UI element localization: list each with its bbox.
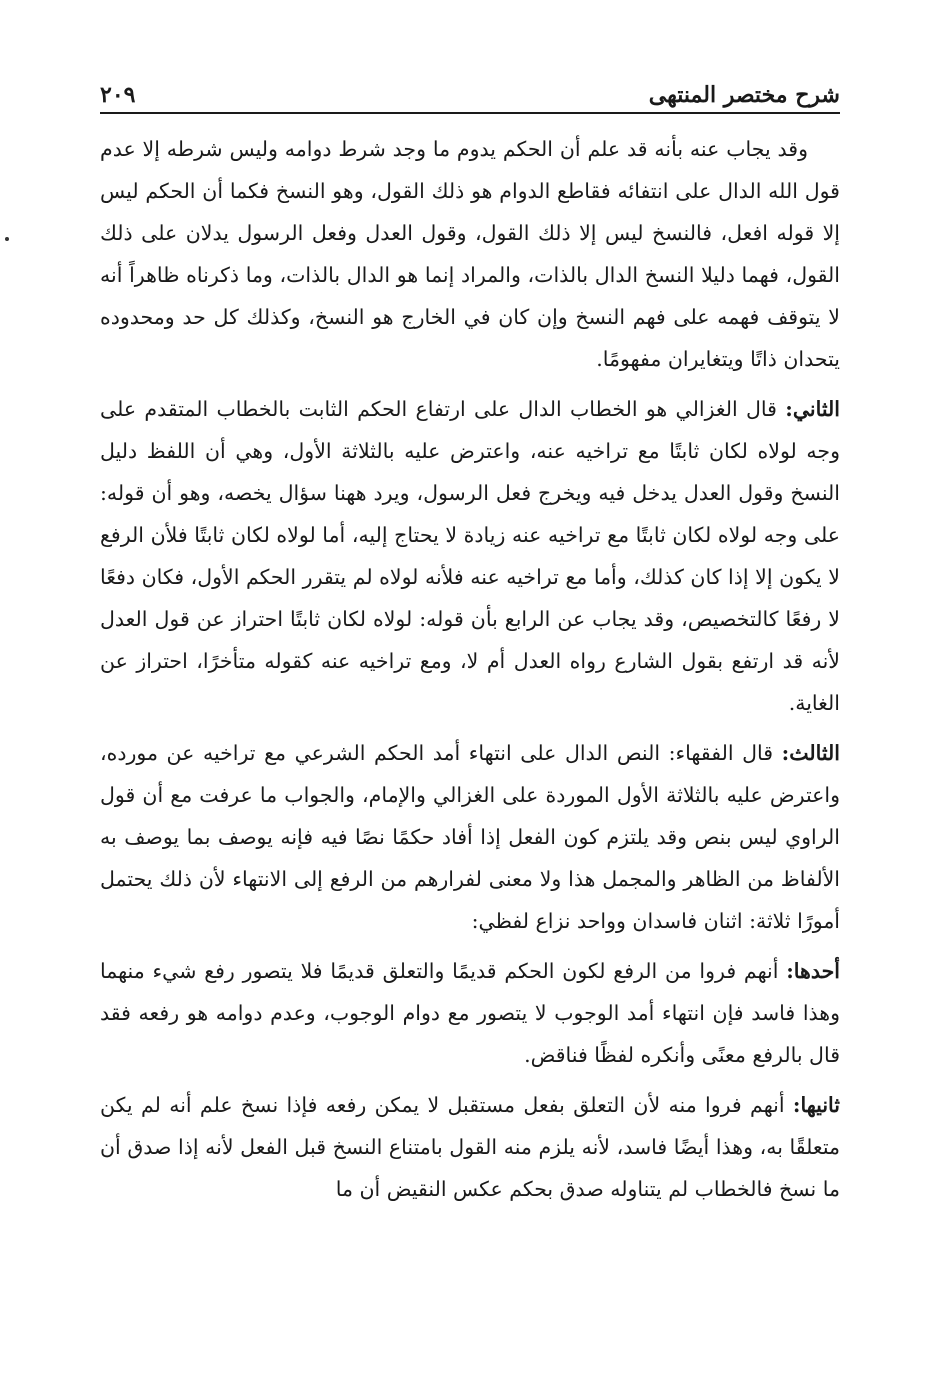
paragraph-1 bbox=[100, 128, 840, 380]
paragraph-2-text: قال الغزالي هو الخطاب الدال على ارتفاع الحكم الثابت بالخطاب المتقدم على وجه لولاه لكان ثابتًا مع تراخيه عنه، واعترض عليه بالثلاثة الأول، وهي أن اللفظ دليل النسخ وقول العدل يدخل فيه ويخرج فعل الرسول، ويرد ههنا سؤال يخصه، وهو أن قوله: على وجه لولاه لكان ثابتًا مع تراخيه عنه زيادة لا يحتاج إليه، أما لولاه لكان ثابتًا فلأن الرفع لا يكون إلا إذا كان كذلك، وأما مع تراخيه عنه فلأنه لولاه لم يتقرر الحكم الأول، فكان دفعًا لا رفعًا كالتخصيص، وقد يجاب عن الرابع بأن قوله: لولاه لكان ثابتًا احتراز عن قول العدل لأنه قد ارتفع بقول الشارع رواه العدل أم لا، ومع تراخيه عنه كقوله متأخرًا، احتراز عن الغاية. bbox=[100, 397, 840, 715]
paragraph-1-text: وقد يجاب عنه بأنه قد علم أن الحكم يدوم ما وجد شرط دوامه وليس شرطه إلا عدم قول الله الدال على انتفائه فقاطع الدوام هو ذلك القول، وهو النسخ فكما أن الحكم ليس إلا قوله افعل، فالنسخ ليس إلا ذلك القول، وقول العدل وفعل الرسول يدلان على ذلك القول، فهما دليلا النسخ الدال بالذات، والمراد إنما هو الدال بالذات، وما ذكرناه ظاهراً أنه لا يتوقف فهمه على فهم النسخ وإن كان في الخارج هو النسخ، وكذلك كل حد ومحدوده يتحدان ذاتًا ويتغايران مفهومًا. bbox=[100, 137, 840, 371]
page-number: ٢٠٩ bbox=[100, 82, 136, 108]
paragraph-4-lead: أحدها: bbox=[786, 959, 840, 983]
paragraph-3 bbox=[100, 732, 840, 942]
paragraph-5-lead: ثانيها: bbox=[792, 1093, 840, 1117]
paragraph-2-lead: الثاني: bbox=[785, 397, 840, 421]
page-body bbox=[100, 128, 840, 1210]
paragraph-2 bbox=[100, 388, 840, 724]
paragraph-5 bbox=[100, 1084, 840, 1210]
margin-mark bbox=[5, 237, 9, 241]
page-header bbox=[100, 70, 840, 114]
paragraph-4 bbox=[100, 950, 840, 1076]
paragraph-3-lead: الثالث: bbox=[781, 741, 840, 765]
running-title: شرح مختصر المنتهى bbox=[648, 82, 840, 108]
paragraph-5-text: أنهم فروا منه لأن التعلق بفعل مستقبل لا يمكن رفعه فإذا نسخ علم أنه لم يكن متعلقًا به، وهذا أيضًا فاسد، لأنه يلزم منه القول بامتناع النسخ قبل الفعل لأنه إذا صدق أن ما نسخ فالخطاب لم يتناوله صدق بحكم عكس النقيض أن ما bbox=[100, 1093, 840, 1201]
paragraph-4-text: أنهم فروا من الرفع لكون الحكم قديمًا والتعلق قديمًا فلا يتصور رفع شيء منهما وهذا فاسد فإن انتهاء أمد الوجوب لا يتصور مع دوام الوجوب، وعدم دوامه هو رفعه فقد قال بالرفع معنًى وأنكره لفظًا فناقض. bbox=[100, 959, 840, 1067]
book-page bbox=[100, 70, 840, 1218]
paragraph-3-text: قال الفقهاء: النص الدال على انتهاء أمد الحكم الشرعي مع تراخيه عن مورده، واعترض عليه بالثلاثة الأول الموردة على الغزالي والإمام، والجواب ما عرفت مع أن قول الراوي ليس بنص وقد يلتزم كون الفعل إذا أفاد حكمًا نصًا فيه فإنه يوصف بما يوصف به الألفاظ من الظاهر والمجمل هذا ولا معنى لفرارهم من الرفع إلى الانتهاء لأن ذلك يحتمل أمورًا ثلاثة: اثنان فاسدان وواحد نزاع لفظي: bbox=[100, 741, 840, 933]
